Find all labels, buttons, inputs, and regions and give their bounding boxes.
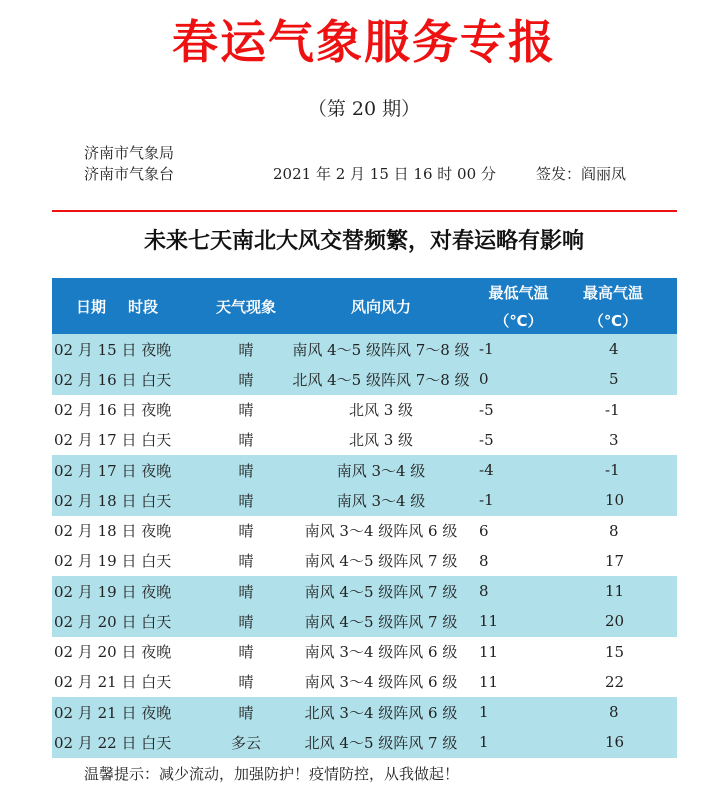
cell-wind: 南风 3～4 级 [292, 455, 470, 485]
cell-weather: 晴 [200, 334, 292, 364]
cell-low-value: 11 [479, 672, 499, 691]
table-row [52, 395, 677, 425]
cell-wind: 北风 4～5 级阵风 7～8 级 [292, 364, 470, 394]
header-date: 日期 [76, 297, 107, 316]
cell-low [470, 727, 567, 757]
cell-weather: 晴 [200, 425, 292, 455]
cell-date: 02 月 17 日 夜晚 [52, 455, 200, 485]
table-row [52, 334, 677, 364]
header-low-label: 最低气温 [488, 283, 549, 302]
cell-date: 02 月 16 日 白天 [52, 364, 200, 394]
table-row [52, 516, 677, 546]
cell-low [470, 364, 567, 394]
cell-high-value: 11 [605, 582, 625, 601]
cell-wind: 南风 3～4 级 [292, 485, 470, 515]
cell-wind: 南风 4～5 级阵风 7 级 [292, 576, 470, 606]
cell-high-value: -1 [605, 400, 620, 419]
cell-high [567, 334, 677, 364]
cell-wind: 南风 3～4 级阵风 6 级 [292, 516, 470, 546]
cell-date: 02 月 20 日 夜晚 [52, 637, 200, 667]
cell-low-value: -5 [479, 430, 494, 449]
table-row [52, 637, 677, 667]
cell-low-value: 8 [479, 551, 489, 570]
cell-high [567, 667, 677, 697]
cell-date: 02 月 19 日 夜晚 [52, 576, 200, 606]
cell-low-value: 1 [479, 703, 489, 722]
table-header-row [52, 278, 677, 334]
issue-datetime: 2021 年 2 月 15 日 16 时 00 分 [273, 165, 496, 183]
cell-weather: 晴 [200, 606, 292, 636]
cell-low [470, 606, 567, 636]
cell-high [567, 546, 677, 576]
cell-high-value: 17 [605, 551, 625, 570]
org-bureau: 济南市气象局 [84, 144, 175, 162]
red-divider [52, 210, 677, 212]
cell-weather: 多云 [200, 727, 292, 757]
cell-date: 02 月 21 日 夜晚 [52, 697, 200, 727]
signer: 签发：阎丽凤 [536, 165, 627, 183]
cell-weather: 晴 [200, 516, 292, 546]
cell-weather: 晴 [200, 395, 292, 425]
cell-low [470, 485, 567, 515]
cell-high [567, 727, 677, 757]
cell-low [470, 697, 567, 727]
cell-high [567, 576, 677, 606]
cell-high [567, 455, 677, 485]
header-weather [200, 278, 292, 334]
cell-high-value: 15 [605, 642, 625, 661]
cell-low [470, 395, 567, 425]
cell-date: 02 月 15 日 夜晚 [52, 334, 200, 364]
table-row [52, 546, 677, 576]
cell-high-value: 4 [609, 340, 619, 359]
cell-low [470, 334, 567, 364]
cell-weather: 晴 [200, 667, 292, 697]
cell-date: 02 月 18 日 白天 [52, 485, 200, 515]
cell-low-value: 8 [479, 582, 489, 601]
cell-wind: 北风 3 级 [292, 395, 470, 425]
cell-low [470, 425, 567, 455]
cell-weather: 晴 [200, 364, 292, 394]
header-period: 时段 [128, 297, 159, 316]
cell-high-value: 8 [609, 521, 619, 540]
cell-high-value: 20 [605, 612, 625, 631]
report-title: 春运气象服务专报 [172, 15, 556, 69]
cell-date: 02 月 17 日 白天 [52, 425, 200, 455]
cell-wind: 北风 3 级 [292, 425, 470, 455]
cell-low [470, 546, 567, 576]
cell-high [567, 516, 677, 546]
cell-weather: 晴 [200, 455, 292, 485]
header-low-unit: （℃） [494, 311, 543, 330]
cell-high-value: -1 [605, 461, 620, 480]
cell-low-value: 11 [479, 642, 499, 661]
cell-high-value: 3 [609, 430, 619, 449]
table-row [52, 576, 677, 606]
header-weather-label: 天气现象 [215, 297, 276, 316]
cell-low-value: 11 [479, 612, 499, 631]
issue-number: （第 20 期） [307, 98, 421, 120]
table-row [52, 425, 677, 455]
cell-high [567, 485, 677, 515]
cell-low [470, 637, 567, 667]
header-high-label: 最高气温 [582, 283, 643, 302]
cell-date: 02 月 18 日 夜晚 [52, 516, 200, 546]
cell-low-value: 6 [479, 521, 489, 540]
table-row [52, 485, 677, 515]
cell-high [567, 395, 677, 425]
cell-wind: 南风 3～4 级阵风 6 级 [292, 667, 470, 697]
header-high-unit: （℃） [588, 311, 638, 330]
cell-low-value: -1 [479, 340, 494, 359]
table-row [52, 667, 677, 697]
cell-low [470, 516, 567, 546]
cell-high-value: 22 [605, 672, 625, 691]
cell-date: 02 月 20 日 白天 [52, 606, 200, 636]
cell-weather: 晴 [200, 637, 292, 667]
header-wind-label: 风向风力 [350, 297, 411, 316]
cell-wind: 南风 4～5 级阵风 7 级 [292, 546, 470, 576]
warm-tip: 温馨提示：减少流动，加强防护！疫情防控，从我做起！ [84, 765, 460, 783]
cell-low-value: -1 [479, 491, 494, 510]
table-row [52, 364, 677, 394]
cell-wind: 南风 4～5 级阵风 7～8 级 [292, 334, 470, 364]
cell-high [567, 637, 677, 667]
header-high [567, 278, 677, 334]
cell-low [470, 667, 567, 697]
header-wind [292, 278, 470, 334]
table-row [52, 606, 677, 636]
cell-weather: 晴 [200, 546, 292, 576]
header-date-period [52, 278, 200, 334]
cell-high [567, 364, 677, 394]
table-row [52, 727, 677, 757]
org-observatory: 济南市气象台 [84, 165, 175, 183]
cell-high [567, 606, 677, 636]
cell-high-value: 10 [605, 491, 625, 510]
cell-wind: 北风 3～4 级阵风 6 级 [292, 697, 470, 727]
headline: 未来七天南北大风交替频繁，对春运略有影响 [143, 229, 584, 254]
cell-wind: 南风 3～4 级阵风 6 级 [292, 637, 470, 667]
cell-low [470, 455, 567, 485]
cell-date: 02 月 22 日 白天 [52, 727, 200, 757]
cell-high-value: 5 [609, 370, 619, 389]
cell-low-value: -4 [479, 461, 494, 480]
cell-date: 02 月 16 日 夜晚 [52, 395, 200, 425]
cell-high [567, 697, 677, 727]
cell-low-value: -5 [479, 400, 494, 419]
header-low [470, 278, 567, 334]
table-row [52, 455, 677, 485]
cell-high-value: 8 [609, 703, 619, 722]
cell-low-value: 1 [479, 733, 489, 752]
cell-weather: 晴 [200, 697, 292, 727]
cell-low-value: 0 [479, 370, 489, 389]
cell-high-value: 16 [605, 733, 625, 752]
cell-date: 02 月 21 日 白天 [52, 667, 200, 697]
cell-weather: 晴 [200, 485, 292, 515]
cell-weather: 晴 [200, 576, 292, 606]
cell-date: 02 月 19 日 白天 [52, 546, 200, 576]
forecast-table [52, 278, 677, 758]
cell-high [567, 425, 677, 455]
table-row [52, 697, 677, 727]
cell-wind: 南风 4～5 级阵风 7 级 [292, 606, 470, 636]
cell-low [470, 576, 567, 606]
cell-wind: 北风 4～5 级阵风 7 级 [292, 727, 470, 757]
